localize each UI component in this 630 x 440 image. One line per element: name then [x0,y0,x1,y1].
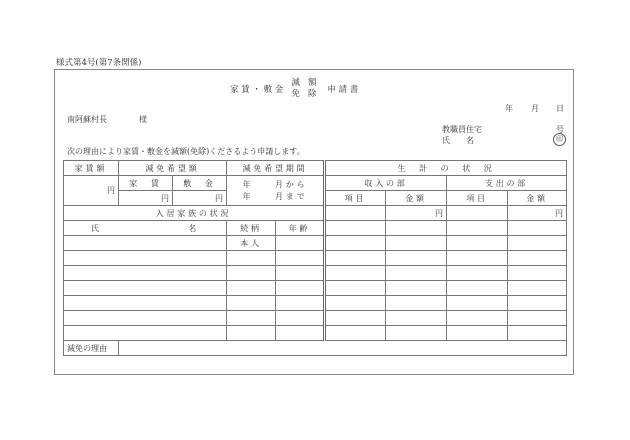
expense-item-cell[interactable] [447,251,508,266]
addressee-honorific: 様 [139,115,147,124]
income-amount-cell[interactable] [386,296,447,311]
form-title [230,78,358,100]
addressee-name: 南阿蘇村長 [67,115,107,124]
rent-subheader: 家 賃 [119,176,173,191]
deposit-subheader: 敷 金 [173,176,227,191]
expense-item-cell[interactable] [447,221,508,236]
income-item-header: 項目 [325,191,386,206]
expense-amount-cell[interactable] [508,221,567,236]
family-age-cell[interactable] [276,326,325,341]
income-amount-cell[interactable]: 円 [386,206,447,221]
relation-cell[interactable] [227,311,276,326]
family-age-cell[interactable] [276,251,325,266]
table-row [64,326,567,341]
reason-label: 減免の理由 [64,341,119,356]
expense-amount-cell[interactable] [508,281,567,296]
income-item-cell[interactable] [325,206,386,221]
relation-self: 本人 [227,236,276,251]
number-suffix: 号 [556,125,564,134]
income-amount-cell[interactable] [386,236,447,251]
seal-icon: 印 [553,133,566,146]
income-item-cell[interactable] [325,281,386,296]
date-year: 年 [505,104,513,113]
income-item-cell[interactable] [325,296,386,311]
expense-amount-cell[interactable] [508,326,567,341]
income-amount-cell[interactable] [386,221,447,236]
desired-reduction-header: 減免希望額 [119,161,227,176]
family-name-cell[interactable] [64,296,227,311]
date-month: 月 [531,104,539,113]
expense-item-cell[interactable] [447,236,508,251]
title-stack2: 額 除 [308,78,317,99]
family-age-cell[interactable] [276,296,325,311]
relation-cell[interactable] [227,251,276,266]
income-item-cell[interactable] [325,266,386,281]
application-table [63,160,567,356]
relation-cell[interactable] [227,296,276,311]
income-amount-header: 金額 [386,191,447,206]
income-amount-cell[interactable] [386,311,447,326]
date-day: 日 [556,104,564,113]
income-header: 収入の部 [325,176,447,191]
income-item-cell[interactable] [325,221,386,236]
family-age-cell[interactable] [276,236,325,251]
table-row [64,266,567,281]
expense-item-cell[interactable] [447,296,508,311]
table-row [64,296,567,311]
income-amount-cell[interactable] [386,281,447,296]
expense-item-cell[interactable] [447,206,508,221]
family-name-cell[interactable] [64,311,227,326]
request-text: 次の理由により家賃・敷金を減額(免除)くださるよう申請します。 [67,147,305,156]
income-item-cell[interactable] [325,236,386,251]
livelihood-header: 生 計 の 状 況 [325,161,567,176]
table-row [64,311,567,326]
family-age-cell[interactable] [276,311,325,326]
reason-field[interactable] [119,341,567,356]
income-amount-cell[interactable] [386,266,447,281]
name-column-header: 氏 名 [64,221,227,236]
expense-amount-cell[interactable] [508,236,567,251]
age-header: 年齢 [276,221,325,236]
family-age-cell[interactable] [276,266,325,281]
family-name-cell[interactable] [64,281,227,296]
form-number: 様式第4号(第7条関係) [56,58,142,68]
housing-label: 教職員住宅 [442,125,482,134]
period-field[interactable] [227,176,325,206]
family-age-cell[interactable] [276,281,325,296]
relation-cell[interactable] [227,281,276,296]
income-amount-cell[interactable] [386,251,447,266]
expense-header: 支出の部 [447,176,567,191]
income-item-cell[interactable] [325,326,386,341]
period-until: 年 月まで [242,191,308,201]
expense-amount-cell[interactable] [508,311,567,326]
family-name-cell[interactable] [64,236,227,251]
income-amount-cell[interactable] [386,326,447,341]
relation-header: 続柄 [227,221,276,236]
name-label: 氏 名 [442,136,474,145]
title-part2: 申 請 書 [327,85,359,95]
expense-item-cell[interactable] [447,326,508,341]
rent-amount-header: 家賃額 [64,161,119,176]
expense-item-header: 項目 [447,191,508,206]
title-stack1: 減 免 [291,78,300,99]
expense-item-cell[interactable] [447,281,508,296]
rent-amount-field[interactable]: 円 [64,176,119,206]
relation-cell[interactable] [227,266,276,281]
expense-amount-cell[interactable] [508,251,567,266]
table-row [64,251,567,266]
family-name-cell[interactable] [64,326,227,341]
expense-amount-cell[interactable] [508,296,567,311]
family-name-cell[interactable] [64,251,227,266]
rent-reduction-field[interactable]: 円 [119,191,173,206]
expense-amount-cell[interactable] [508,266,567,281]
expense-item-cell[interactable] [447,266,508,281]
income-item-cell[interactable] [325,311,386,326]
deposit-reduction-field[interactable]: 円 [173,191,227,206]
family-name-cell[interactable] [64,266,227,281]
title-part1: 家 賃 ・ 敷 金 [230,85,284,95]
family-status-header: 入居家族の状況 [64,206,325,221]
table-row [64,281,567,296]
expense-amount-header: 金額 [508,191,567,206]
expense-item-cell[interactable] [447,311,508,326]
period-from: 年 月から [242,179,308,189]
expense-amount-cell[interactable]: 円 [508,206,567,221]
desired-period-header: 減免希望期間 [227,161,325,176]
relation-cell[interactable] [227,326,276,341]
income-item-cell[interactable] [325,251,386,266]
